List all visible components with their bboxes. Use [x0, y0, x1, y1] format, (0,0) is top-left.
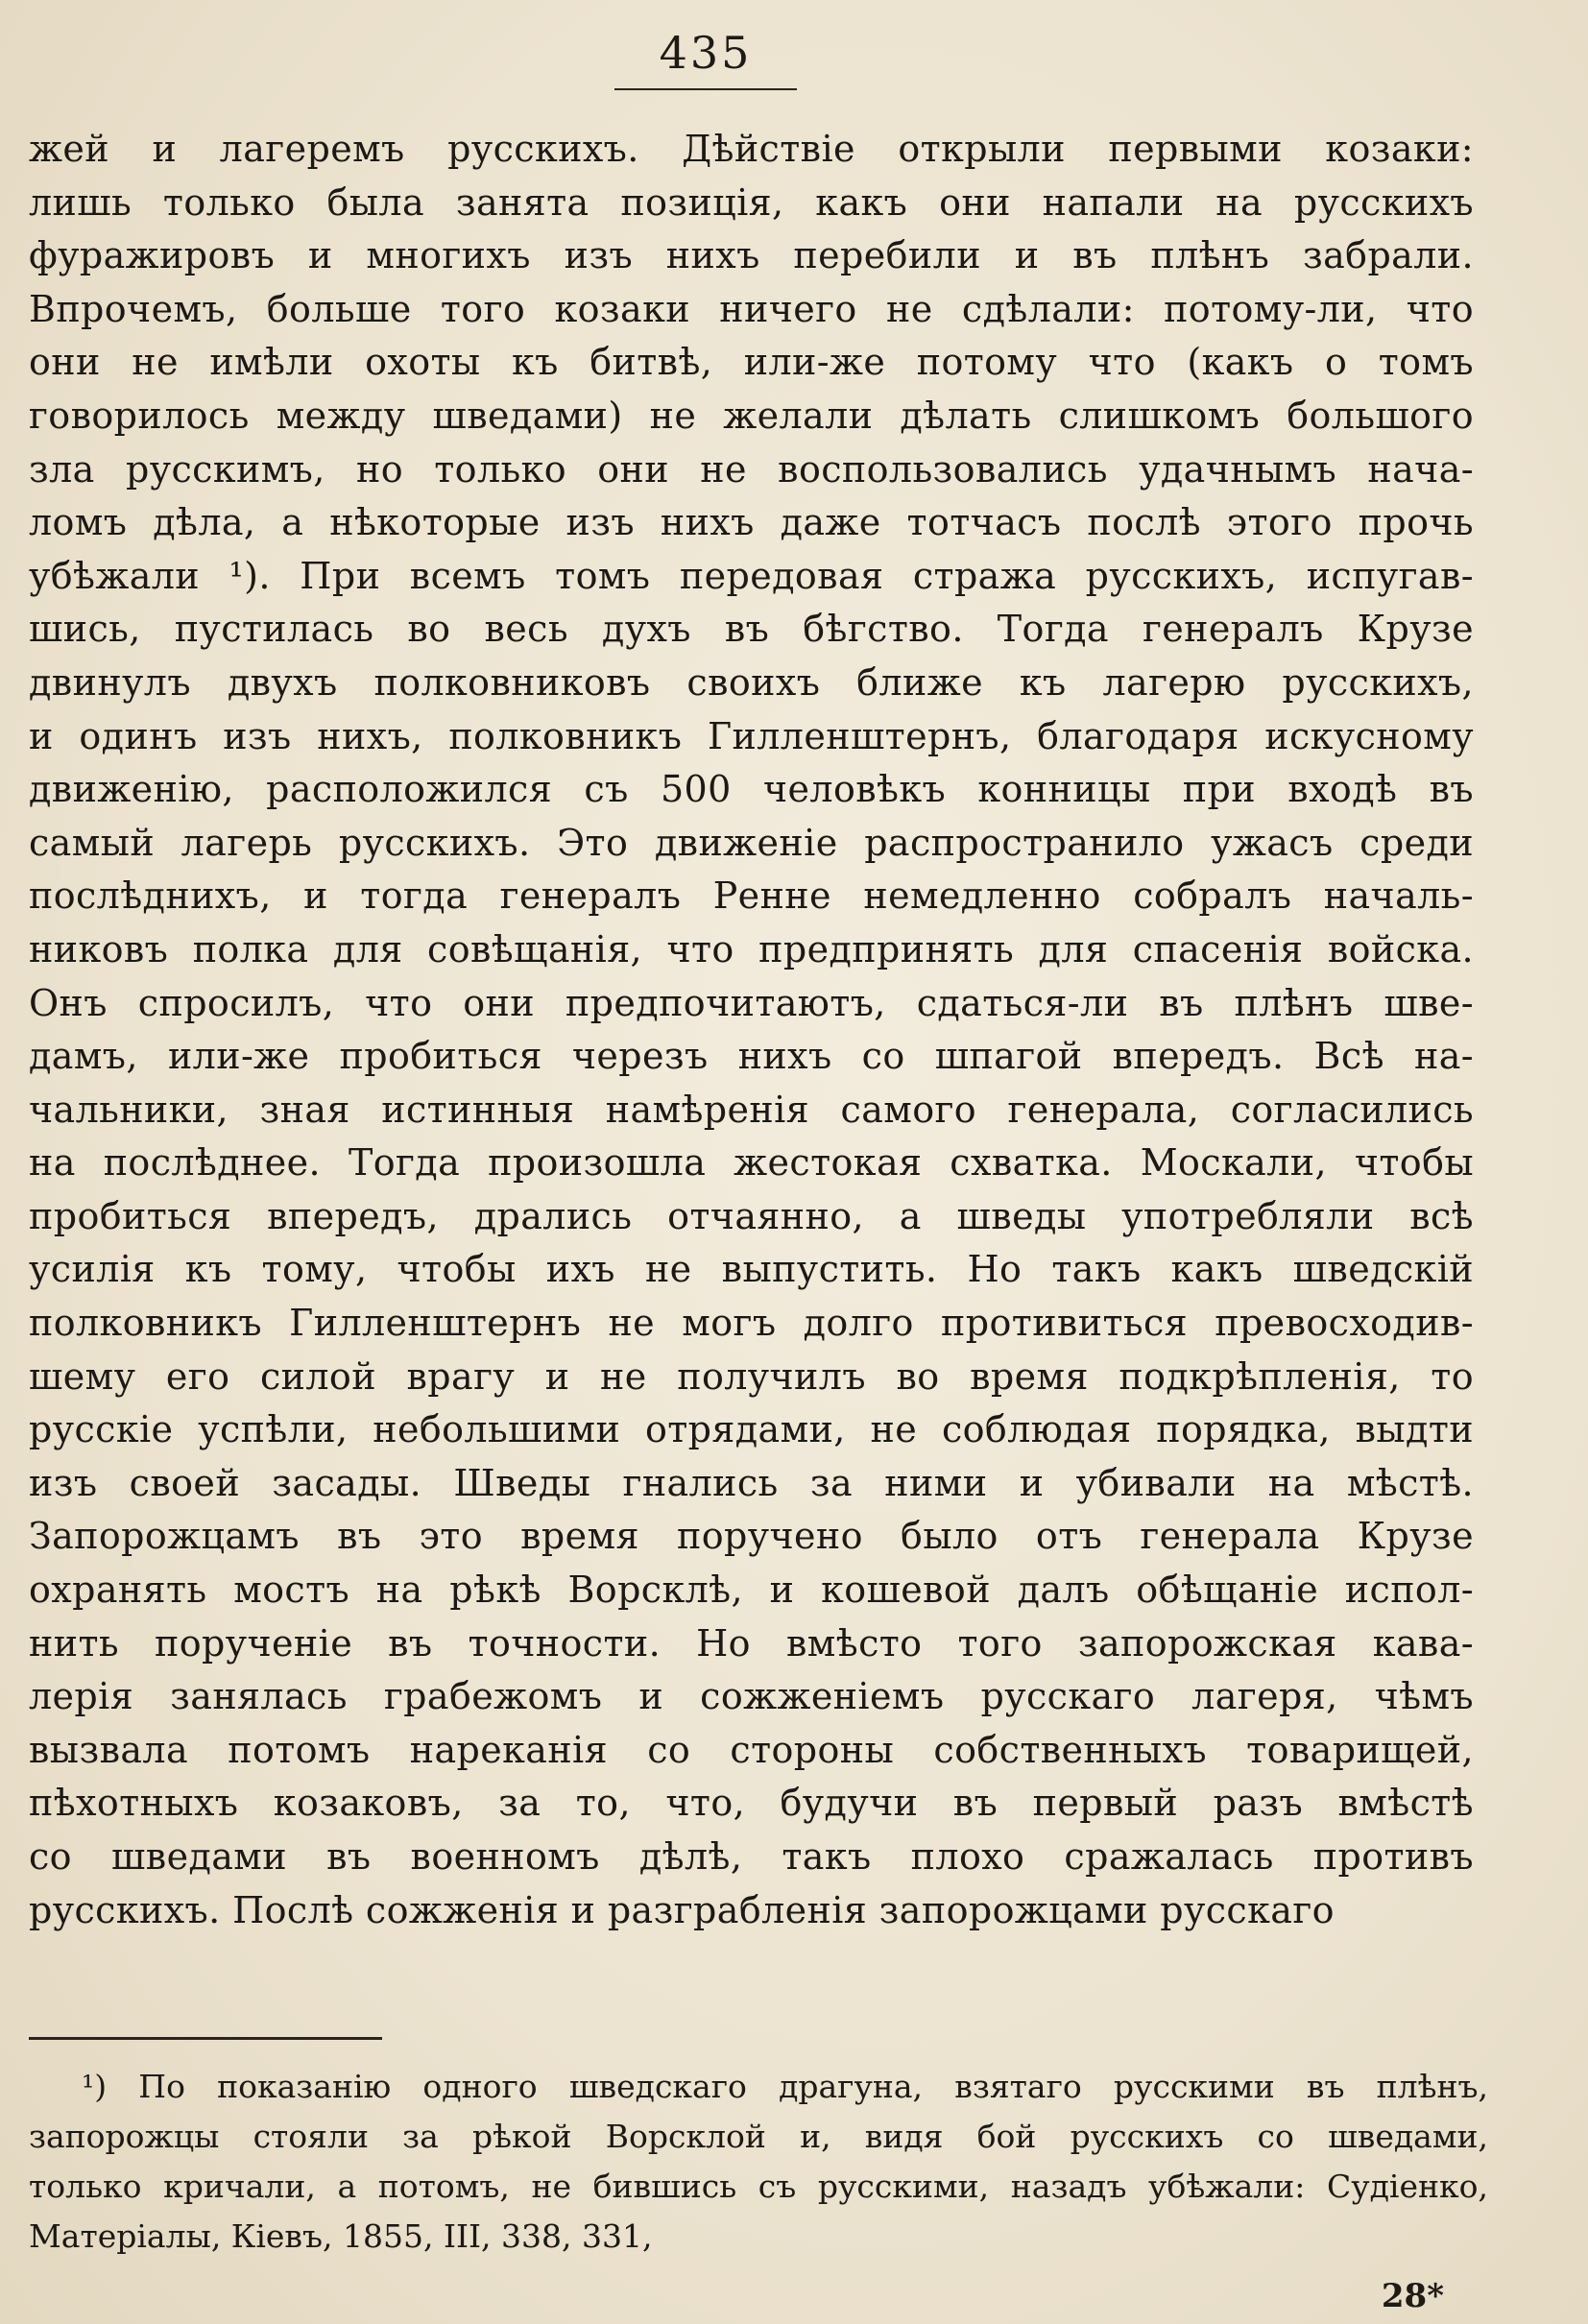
body-line: ломъ дѣла, а нѣкоторые изъ нихъ даже тотчасъ послѣ этого прочь	[29, 501, 1474, 544]
body-line: усилія къ тому, чтобы ихъ не выпустить. Но такъ какъ шведскій	[29, 1248, 1474, 1291]
footnote-line: Матеріалы, Кіевъ, 1855, III, 338, 331,	[29, 2217, 653, 2255]
body-line: говорилось между шведами) не желали дѣлать слишкомъ большого	[29, 394, 1474, 437]
body-line: изъ своей засады. Шведы гнались за ними и убивали на мѣстѣ.	[29, 1461, 1474, 1504]
body-line: убѣжали ¹). При всемъ томъ передовая стража русскихъ, испугав-	[29, 554, 1474, 597]
body-line: никовъ полка для совѣщанія, что предпринять для спасенія войска.	[29, 927, 1474, 970]
footnote-line: ¹) По показанію одного шведскаго драгуна, взятаго русскими въ плѣнъ,	[82, 2068, 1488, 2105]
body-line: пѣхотныхъ козаковъ, за то, что, будучи въ первый разъ вмѣстѣ	[29, 1782, 1474, 1825]
body-line: двинулъ двухъ полковниковъ своихъ ближе къ лагерю русскихъ,	[29, 660, 1474, 704]
body-line: самый лагерь русскихъ. Это движеніе распространило ужасъ среди	[29, 821, 1474, 864]
page-number: 435	[659, 27, 753, 79]
body-line: движенію, расположился съ 500 человѣкъ конницы при входѣ въ	[29, 768, 1474, 811]
body-line: чальники, зная истинныя намѣренія самого генерала, согласились	[29, 1088, 1474, 1131]
footnote-line: запорожцы стояли за рѣкой Ворсклой и, видя бой русскихъ со шведами,	[29, 2118, 1488, 2155]
body-line: со шведами въ военномъ дѣлѣ, такъ плохо сражалась противъ	[29, 1835, 1474, 1878]
footnote-rule	[29, 2037, 382, 2040]
footnote-line: только кричали, а потомъ, не бившись съ русскими, назадъ убѣжали: Судіенко,	[29, 2168, 1488, 2205]
body-line: шему его силой врагу и не получилъ во время подкрѣпленія, то	[29, 1354, 1474, 1398]
body-line: послѣднихъ, и тогда генералъ Ренне немедленно собралъ началь-	[29, 874, 1474, 918]
body-line: вызвала потомъ нареканія со стороны собственныхъ товарищей,	[29, 1728, 1474, 1771]
body-line: зла русскимъ, но только они не воспользовались удачнымъ нача-	[29, 447, 1474, 491]
body-line: пробиться впередъ, дрались отчаянно, а шведы употребляли всѣ	[29, 1194, 1474, 1237]
body-line: Запорожцамъ въ это время поручено было отъ генерала Крузе	[29, 1515, 1474, 1558]
body-line: фуражировъ и многихъ изъ нихъ перебили и въ плѣнъ забрали.	[29, 234, 1474, 277]
body-line: нить порученіе въ точности. Но вмѣсто того запорожская кава-	[29, 1621, 1474, 1665]
printer-signature-mark: 28*	[1381, 2277, 1444, 2315]
body-line: лишь только была занята позиція, какъ они напали на русскихъ	[29, 180, 1474, 224]
body-line: и одинъ изъ нихъ, полковникъ Гилленштернъ, благодаря искусному	[29, 714, 1474, 757]
body-line: полковникъ Гилленштернъ не могъ долго противиться превосходив-	[29, 1302, 1474, 1345]
body-line: русскихъ. Послѣ сожженія и разграбленія запорожцами русскаго	[29, 1888, 1335, 1931]
footnotes	[29, 2062, 1488, 2262]
body-line: Онъ спросилъ, что они предпочитаютъ, сдаться-ли въ плѣнъ шве-	[29, 981, 1474, 1024]
body-line: Впрочемъ, больше того козаки ничего не сдѣлали: потому-ли, что	[29, 287, 1474, 330]
body-text	[29, 123, 1474, 1937]
header-rule	[614, 88, 797, 90]
body-line: дамъ, или-же пробиться черезъ нихъ со шпагой впередъ. Всѣ на-	[29, 1035, 1474, 1078]
body-line: на послѣднее. Тогда произошла жестокая схватка. Москали, чтобы	[29, 1141, 1474, 1185]
body-line: русскіе успѣли, небольшими отрядами, не соблюдая порядка, выдти	[29, 1408, 1474, 1451]
body-line: жей и лагеремъ русскихъ. Дѣйствіе открыли первыми козаки:	[29, 128, 1474, 170]
body-line: лерія занялась грабежомъ и сожженіемъ русскаго лагеря, чѣмъ	[29, 1675, 1474, 1718]
body-line: шись, пустилась во весь духъ въ бѣгство. Тогда генералъ Крузе	[29, 608, 1474, 651]
body-line: они не имѣли охоты къ битвѣ, или-же потому что (какъ о томъ	[29, 341, 1474, 384]
body-line: охранять мостъ на рѣкѣ Ворсклѣ, и кошевой далъ обѣщаніе испол-	[29, 1569, 1474, 1612]
